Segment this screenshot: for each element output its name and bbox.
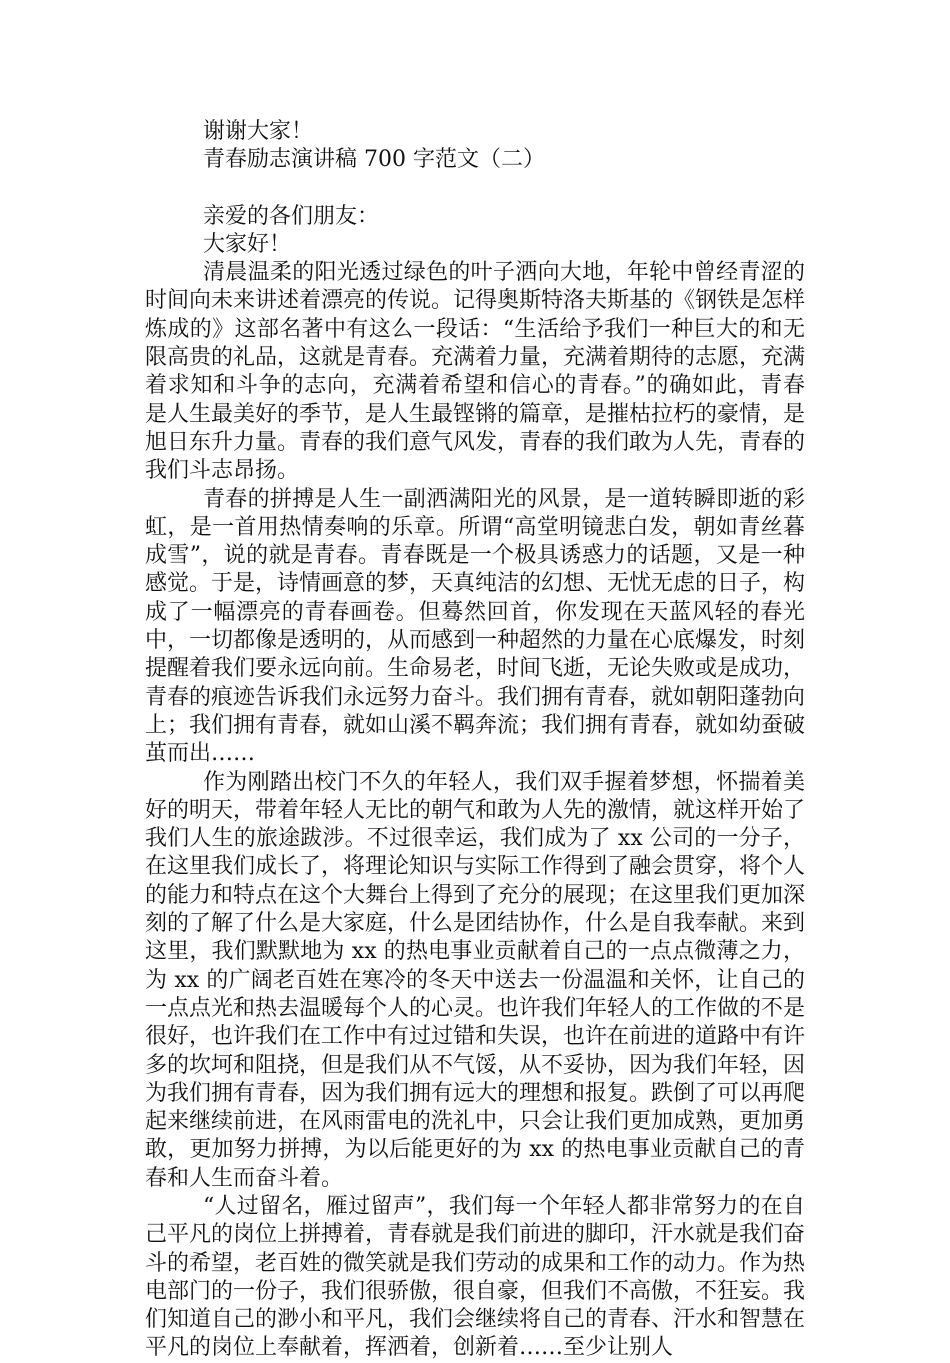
- document-body: [145, 118, 805, 1363]
- paragraph-1: 清晨温柔的阳光透过绿色的叶子洒向大地，年轮中曾经青涩的时间向未来讲述着漂亮的传说。记得奥斯特洛夫斯基的《钢铁是怎样炼成的》这部名著中有这么一段话：“生活给予我们一种巨大的和无限高贵的礼品，这就是青春。充满着力量，充满着期待的志愿，充满着求知和斗争的志向，充满着希望和信心的青春。”的确如此，青春是人生最美好的季节，是人生最铿锵的篇章，是摧枯拉朽的豪情，是旭日东升力量。青春的我们意气风发，青春的我们敢为人先，青春的我们斗志昂扬。: [145, 260, 806, 484]
- paragraph-4: “人过留名，雁过留声”，我们每一个年轻人都非常努力的在自己平凡的岗位上拼搏着，青春就是我们前进的脚印，汗水就是我们奋斗的希望，老百姓的微笑就是我们劳动的成果和工作的动力。作为热电部门的一份子，我们很骄傲，很自豪，但我们不高傲，不狂妄。我们知道自己的渺小和平凡，我们会继续将自己的青春、汗水和智慧在平凡的岗位上奉献着，挥洒着，创新着……至少让别人: [145, 1193, 806, 1361]
- speech-title: 青春励志演讲稿 700 字范文（二）: [203, 147, 545, 173]
- greeting-line: 大家好！: [203, 231, 292, 257]
- salutation-line: 亲爱的各们朋友：: [203, 203, 380, 229]
- paragraph-3: 作为刚踏出校门不久的年轻人，我们双手握着梦想，怀揣着美好的明天，带着年轻人无比的朝气和敢为人先的激情，就这样开始了我们人生的旅途跋涉。不过很幸运，我们成为了 xx 公司的一分子，在这里我们成长了，将理论知识与实际工作得到了融会贯穿，将个人的能力和特点在这个大舞台上得到了充分的展现；在这里我们更加深刻的了解了什么是大家庭，什么是团结协作，什么是自我奉献。来到这里，我们默默地为 xx 的热电事业贡献着自己的一点点微薄之力，为 xx 的广阔老百姓在寒冷的冬天中送去一份温温和关怀，让自己的一点点光和热去温暖每个人的心灵。也许我们年轻人的工作做的不是很好，也许我们在工作中有过过错和失误，也许在前进的道路中有许多的坎坷和阻挠，但是我们从不气馁，从不妥协，因为我们年轻，因为我们拥有青春，因为我们拥有远大的理想和报复。跌倒了可以再爬起来继续前进，在风雨雷电的洗礼中，只会让我们更加成熟，更加勇敢，更加努力拼搏，为以后能更好的为 xx 的热电事业贡献自己的青春和人生而奋斗着。: [145, 769, 806, 1191]
- paragraph-2: 青春的拼搏是人生一副洒满阳光的风景，是一道转瞬即逝的彩虹，是一首用热情奏响的乐章。所谓“高堂明镜悲白发，朝如青丝暮成雪”，说的就是青春。青春既是一个极具诱惑力的话题，又是一种感觉。于是，诗情画意的梦，天真纯洁的幻想、无忧无虑的日子，构成了一幅漂亮的青春画卷。但蓦然回首，你发现在天蓝风轻的春光中，一切都像是透明的，从而感到一种超然的力量在心底爆发，时刻提醒着我们要永远向前。生命易老，时间飞逝，无论失败或是成功，青春的痕迹告诉我们永远努力奋斗。我们拥有青春，就如朝阳蓬勃向上；我们拥有青春，就如山溪不羁奔流；我们拥有青春，就如幼蚕破茧而出……: [145, 486, 806, 767]
- closing-line: 谢谢大家！: [203, 119, 314, 144]
